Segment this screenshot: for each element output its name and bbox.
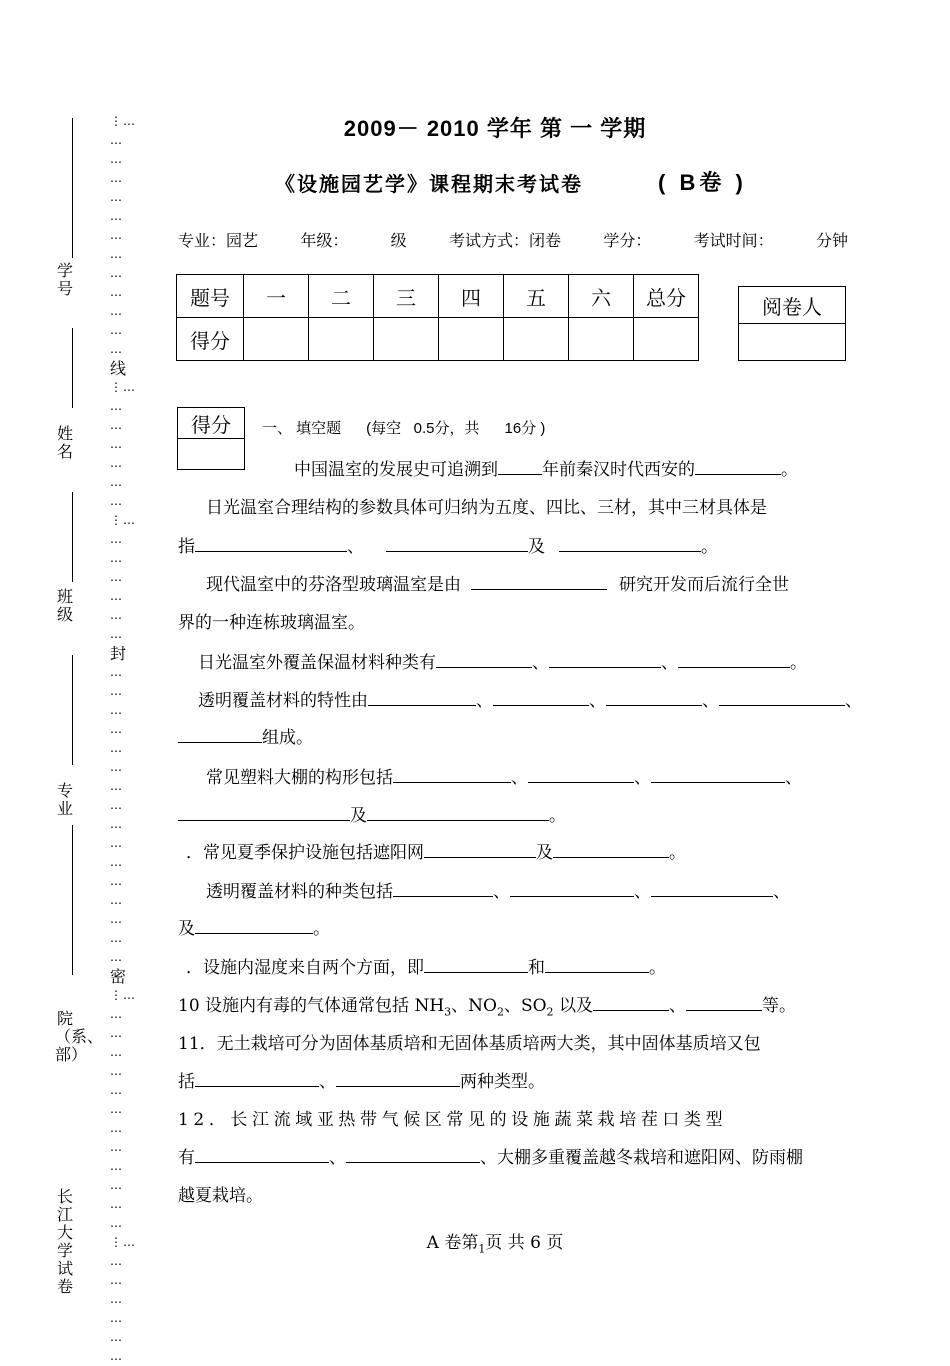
meta-exam-time: 考试时间： (693, 231, 774, 250)
side-label-student-id: 学号 (56, 261, 73, 298)
question-7: ．常见夏季保护设施包括遮阳网 及 。 (186, 838, 686, 863)
answer-blank[interactable] (195, 533, 347, 552)
side-label-major: 专业 (56, 781, 73, 818)
question-3-line2: 界的一种连栋玻璃温室。 (178, 613, 365, 633)
exam-meta (178, 228, 848, 251)
answer-blank[interactable] (336, 1068, 460, 1087)
score-cell[interactable] (244, 318, 309, 361)
answer-blank[interactable] (678, 649, 790, 668)
answer-blank[interactable] (178, 802, 350, 821)
answer-blank[interactable] (178, 724, 262, 743)
side-label-dept: 院（系、部） (55, 1009, 104, 1064)
binding-dotted-line: ⋮… … … … … … … … … … … … … 线 ⋮… … … … … … … ⋮… … … … … … … 封 … … … … … … … … … … … … … … … … 密 ⋮… … … … … … … … … … … … … ⋮… … … … … … … (110, 114, 136, 1363)
binding-rule (72, 655, 73, 765)
score-cell[interactable] (374, 318, 439, 361)
binding-rule (72, 492, 73, 582)
answer-blank[interactable] (553, 839, 669, 858)
answer-blank[interactable] (195, 1068, 319, 1087)
answer-blank[interactable] (651, 764, 785, 783)
score-table (176, 274, 699, 361)
section-score-label: 得分 (178, 408, 245, 439)
meta-credit: 学分： (603, 231, 652, 250)
answer-blank[interactable] (393, 764, 511, 783)
question-8-line2: 及 。 (178, 914, 330, 939)
section-score-cell[interactable] (178, 439, 245, 470)
answer-blank[interactable] (471, 571, 607, 590)
score-header-cell: 总分 (634, 275, 699, 318)
score-header-cell: 一 (244, 275, 309, 318)
question-6-line1: 常见塑料大棚的构形包括 、 、 、 (206, 763, 802, 788)
score-table-header-row (177, 275, 699, 318)
answer-blank[interactable] (424, 839, 536, 858)
page-footer: A 卷第$_1$页 共 6 页 (426, 1233, 564, 1256)
answer-blank[interactable] (695, 456, 781, 475)
answer-blank[interactable] (346, 1144, 480, 1163)
question-10: 10 设施内有毒的气体通常包括 $NH_3$、$NO_2$、$SO_2$ 以及 、 等。 (178, 991, 796, 1018)
question-11-line2: 括 、 两种类型。 (178, 1067, 545, 1092)
answer-blank[interactable] (424, 954, 528, 973)
answer-blank[interactable] (545, 954, 649, 973)
meta-grade-suffix: 级 (390, 231, 407, 250)
score-header-cell: 二 (309, 275, 374, 318)
meta-grade: 年级： (300, 231, 349, 250)
reader-label: 阅卷人 (739, 287, 846, 324)
score-row-label: 得分 (177, 318, 244, 361)
reader-box (738, 286, 846, 361)
meta-major: 专业：园艺 (178, 231, 259, 250)
answer-blank[interactable] (593, 992, 669, 1011)
score-cell[interactable] (439, 318, 504, 361)
answer-blank[interactable] (436, 649, 532, 668)
answer-blank[interactable] (719, 687, 845, 706)
score-cell[interactable] (569, 318, 634, 361)
meta-minutes: 分钟 (815, 231, 848, 250)
question-12-line1: 12．长江流域亚热带气候区常见的设施蔬菜栽培茬口类型 (178, 1110, 728, 1130)
question-9: ．设施内湿度来自两个方面，即 和 。 (186, 953, 666, 978)
score-cell[interactable] (634, 318, 699, 361)
side-label-class: 班级 (56, 587, 73, 624)
exam-title-term: 2009－ 2010 学年 第 一 学期 (343, 116, 647, 141)
question-2-line1: 日光温室合理结构的参数具体可归纳为五度、四比、三材，其中三材具体是 (206, 498, 767, 518)
question-1: 中国温室的发展史可追溯到 年前秦汉时代西安的 。 (294, 455, 798, 480)
question-8-line1: 透明覆盖材料的种类包括 、 、 、 (206, 877, 790, 902)
exam-title-course: 《设施园艺学》课程期末考试卷 (275, 174, 583, 196)
score-header-cell: 五 (504, 275, 569, 318)
score-header-cell: 四 (439, 275, 504, 318)
answer-blank[interactable] (549, 649, 661, 668)
binding-rule (72, 328, 73, 408)
answer-blank[interactable] (559, 533, 701, 552)
score-table-score-row (177, 318, 699, 361)
answer-blank[interactable] (367, 802, 549, 821)
answer-blank[interactable] (498, 456, 542, 475)
score-header-cell: 六 (569, 275, 634, 318)
answer-blank[interactable] (195, 1144, 329, 1163)
question-12-line3: 越夏栽培。 (178, 1186, 263, 1206)
answer-blank[interactable] (493, 687, 589, 706)
binding-word-feng: 封 (110, 644, 128, 663)
section-score-box (177, 407, 245, 470)
score-cell[interactable] (309, 318, 374, 361)
answer-blank[interactable] (386, 533, 528, 552)
score-header-cell: 三 (374, 275, 439, 318)
answer-blank[interactable] (368, 687, 476, 706)
answer-blank[interactable] (651, 878, 773, 897)
question-3-line1: 现代温室中的芬洛型玻璃温室是由 研究开发而后流行全世 (206, 570, 789, 595)
reader-signature-cell[interactable] (739, 324, 846, 361)
binding-word-mi: 密 (110, 967, 128, 986)
section-heading: 一、 填空题 (每空 0.5分，共 16分 ) (262, 420, 546, 437)
page-number: 1 (478, 1242, 486, 1256)
paper-tag: ( B卷 ) (658, 170, 747, 195)
question-6-line2: 及 。 (178, 801, 566, 826)
question-12-line2: 有 、 、大棚多重覆盖越冬栽培和遮阳网、防雨棚 (178, 1143, 803, 1168)
meta-exam-mode: 考试方式：闭卷 (448, 231, 561, 250)
answer-blank[interactable] (510, 878, 634, 897)
question-5-line2: 组成。 (178, 723, 313, 748)
binding-word-xian: 线 (110, 359, 128, 378)
question-4: 日光温室外覆盖保温材料种类有 、 、 。 (198, 648, 807, 673)
answer-blank[interactable] (195, 915, 313, 934)
answer-blank[interactable] (686, 992, 762, 1011)
binding-rule (72, 825, 73, 975)
score-header-cell: 题号 (177, 275, 244, 318)
question-11-line1: 11．无土栽培可分为固体基质培和无固体基质培两大类，其中固体基质培又包 (178, 1034, 761, 1054)
answer-blank[interactable] (528, 764, 634, 783)
side-label-school: 长江大学试卷 (56, 1187, 73, 1296)
answer-blank[interactable] (393, 878, 493, 897)
side-label-name: 姓名 (56, 424, 73, 461)
question-5-line1: 透明覆盖材料的特性由 、 、 、 、 (198, 686, 862, 711)
answer-blank[interactable] (606, 687, 702, 706)
question-2-line2: 指 、 及 。 (178, 532, 718, 557)
score-cell[interactable] (504, 318, 569, 361)
